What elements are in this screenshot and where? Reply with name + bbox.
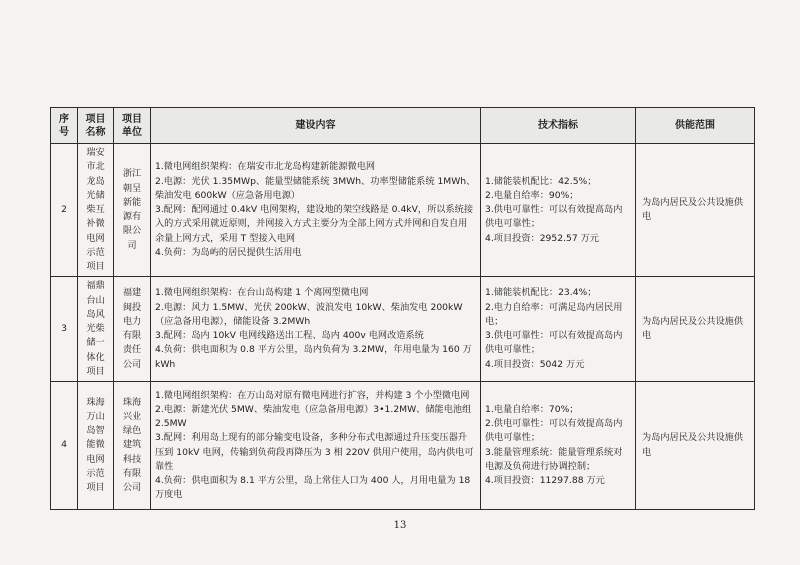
spec-item: 3.供电可靠性：可以有效提高岛内供电可靠性； — [485, 330, 623, 356]
row-spec — [481, 144, 636, 277]
spec-item: 1.储能装机配比：42.5%； — [485, 175, 597, 187]
table-row — [51, 277, 755, 382]
header-seq: 序 号 — [51, 108, 78, 144]
row-project-name: 福鼎 台山 岛风 光柴 储一 体化 项目 — [78, 277, 114, 382]
header-unit: 项目 单位 — [114, 108, 151, 144]
spec-item: 4.项目投资：5042 万元 — [485, 358, 585, 370]
row-project-unit: 浙江 朝呈 新能 源有 限公 司 — [114, 144, 151, 277]
spec-item: 1.电量自给率：70%； — [485, 403, 579, 415]
row-seq: 4 — [51, 382, 78, 510]
spec-item: 2.供电可靠性：可以有效提高岛内供电可靠性； — [485, 418, 623, 444]
row-project-name: 瑞安 市北 龙岛 光储 柴互 补微 电网 示范 项目 — [78, 144, 114, 277]
row-supply: 为岛内居民及公共设施供电 — [636, 382, 755, 510]
row-seq: 3 — [51, 277, 78, 382]
row-content — [151, 382, 481, 510]
content-item: 1.微电网组织架构：在瑞安市北龙岛构建新能源微电网 — [155, 161, 376, 173]
table-header — [51, 108, 755, 144]
spec-item: 3.能量管理系统：能量管理系统对电源及负荷进行协调控制； — [485, 446, 623, 472]
header-name: 项目 名称 — [78, 108, 114, 144]
header-content: 建设内容 — [151, 108, 481, 144]
row-project-unit: 福建 闽投 电力 有限 责任 公司 — [114, 277, 151, 382]
spec-item: 4.项目投资：2952.57 万元 — [485, 232, 599, 244]
spec-item: 2.电量自给率：90%； — [485, 189, 579, 201]
content-item: 1.微电网组织架构：在台山岛构建 1 个离网型微电网 — [155, 287, 369, 299]
header-supply: 供能范围 — [636, 108, 755, 144]
spec-item: 4.项目投资：11297.88 万元 — [485, 475, 605, 486]
content-item: 1.微电网组织架构：在万山岛对原有微电网进行扩容，并构建 3 个小型微电网 — [155, 389, 470, 401]
row-project-unit: 珠海 兴业 绿色 建筑 科技 有限 公司 — [114, 382, 151, 510]
content-item: 3.配网：配网通过 0.4kV 电网架构，建设地的架空线路是 0.4kV，所以系统接入的方式采用就近原则，并网接入方式主要分为全部上网方式并网和自发自用余量上网方式，采用 T 型接入电网 — [155, 204, 474, 244]
content-item: 4.负荷：为岛屿的居民提供生活用电 — [155, 246, 302, 258]
row-supply: 为岛内居民及公共设施供电 — [636, 277, 755, 382]
spec-item: 1.储能装机配比：23.4%； — [485, 287, 597, 299]
content-item: 4.负荷：供电面积为 0.8 平方公里，岛内负荷为 3.2MW，年用电量为 160 万 kWh — [155, 344, 472, 370]
spec-item: 3.供电可靠性：可以有效提高岛内供电可靠性； — [485, 204, 623, 230]
content-item: 2.电源：新建光伏 5MW、柴油发电（应急备用电源）3•1.2MW、储能电池组 2.5MW — [155, 403, 472, 429]
table-row — [51, 144, 755, 277]
content-item: 4.负荷：供电面积为 8.1 平方公里，岛上常住人口为 400 人，月用电量为 18 万度电 — [155, 475, 471, 501]
row-spec — [481, 382, 636, 510]
row-spec — [481, 277, 636, 382]
content-item: 3.配网：岛内 10kV 电网线路送出工程、岛内 400v 电网改造系统 — [155, 330, 424, 342]
table-row — [51, 382, 755, 510]
row-seq: 2 — [51, 144, 78, 277]
content-item: 2.电源：风力 1.5MW、光伏 200kW、波浪发电 10kW、柴油发电 200kW（应急备用电源），储能设备 3.2MWh — [155, 301, 463, 327]
row-supply: 为岛内居民及公共设施供电 — [636, 144, 755, 277]
content-item: 3.配网：利用岛上现有的部分输变电设备，多种分布式电源通过升压变压器升压到 10kV 电网，传输到负荷段再降压为 3 相 220V 供用户使用，岛内供电可靠性 — [155, 432, 474, 472]
spec-item: 2.电力自给率：可满足岛内居民用电； — [485, 301, 623, 327]
content-item: 2.电源：光伏 1.35MWp、能量型储能系统 3MWh、功率型储能系统 1MWh、柴油发电 600kW（应急备用电源） — [155, 175, 476, 201]
row-content — [151, 144, 481, 277]
project-table — [50, 107, 755, 510]
header-spec: 技术指标 — [481, 108, 636, 144]
page-number: 13 — [393, 520, 407, 531]
row-content — [151, 277, 481, 382]
row-project-name: 珠海 万山 岛智 能微 电网 示范 项目 — [78, 382, 114, 510]
